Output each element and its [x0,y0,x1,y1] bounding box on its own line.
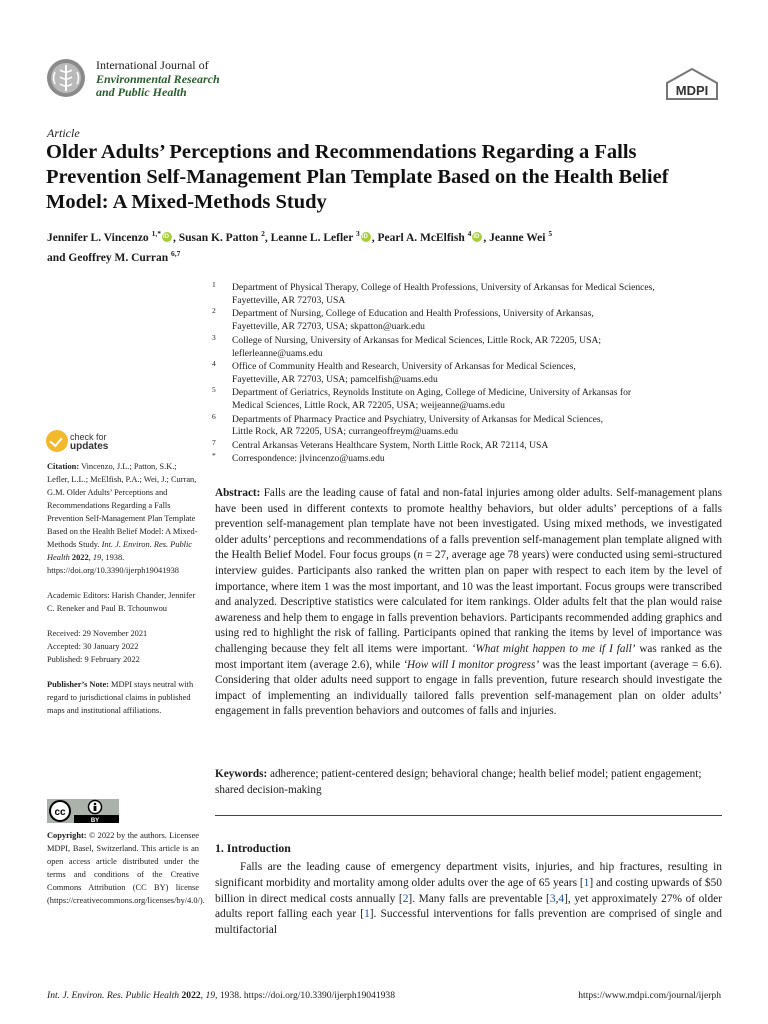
check-updates-line2: updates [70,441,109,452]
affiliation-line: Departments of Pharmacy Practice and Psychiatry, University of Arkansas for Medical Sciences, [232,413,604,425]
reference-link[interactable]: 2 [402,892,409,905]
reference-link[interactable]: 1 [364,908,370,921]
footer-volume: 19 [205,990,216,1001]
affiliation-number: 1 [212,280,216,289]
copyright-text: © 2022 by the authors. Licensee MDPI, Basel, Switzerland. This article is an open access article distributed under the terms and conditions of the Creative Commons Attribution (CC BY) license (https://creativecommons.org/licenses/by/4.0/). [47,831,205,905]
footer-citation: Int. J. Environ. Res. Public Health 2022, 19, 1938. https://doi.org/10.3390/ijerph19041938 [47,990,396,1001]
abstract-n-symbol: n [417,549,423,562]
affiliation [212,411,732,440]
mdpi-logo-icon [664,68,720,102]
received-date: Received: 29 November 2021 [47,629,148,638]
author-affiliation-ref: 5 [548,229,553,238]
academic-editors: Academic Editors: Harish Chander, Jennifer C. Reneker and Paul B. Tchounwou [47,591,196,613]
affiliation-correspondence [212,453,732,466]
citation-text: Vincenzo, J.L.; Patton, S.K.; Lefler, L.L.; McElfish, P.A.; Wei, J.; Curran, G.M. Older Adults’ Perceptions and Recommendations Regarding a Falls Prevention Self-Management Plan Template Based on the Health Belief Model: A Mixed-Methods Study. [47,462,198,549]
author-affiliation-ref: 3 [356,229,360,238]
section-heading: 1. Introduction [215,841,291,855]
affiliation-line: Department of Nursing, College of Education and Health Professions, University of Arkansas, [232,308,594,320]
accepted-date: Accepted: 30 January 2022 [47,642,139,651]
svg-text:BY: BY [90,818,100,823]
affiliation-list [212,282,732,467]
intro-text: ]. Successful interventions for falls prevention are comprised of single and multifactorial [215,908,723,937]
copyright-block [47,829,205,907]
author-affiliation-ref: 4 [467,229,472,238]
abstract-quote: ‘What might happen to me if I fall’ [471,642,636,655]
copyright-label: Copyright: [47,831,87,840]
affiliation-line: Department of Physical Therapy, College of Health Professions, University of Arkansas for Medical Sciences, [232,282,655,293]
article-type: Article [47,126,80,140]
citation-journal: Int. J. Environ. Res. Public Health [47,540,193,562]
affiliation [212,358,732,387]
check-updates-line1: check for [70,432,107,442]
abstract-text: = 27, average age 78 years) were conducted using semi-structured interview guides. Participants also ranked the written plan on paper with respect to each item by the level of importance, where item 1 was the most important, and 10 was the least important. Focus groups were transcribed and analyzed. Descriptive statistics were calculated for item rankings. Older adults felt that the plan would raise awareness and help them to engage in falls prevention behaviors. Participants recommended adding graphics and using red to highlight the risk of falling. Participants opined that ranking the items by level of importance was challenging because they felt all items were important. [215,549,722,655]
journal-name-line2: Environmental Research [96,71,220,86]
abstract-quote: ‘How will I monitor progress’ [403,658,540,671]
reference-link[interactable]: 3 [549,892,556,905]
affiliation-number: 4 [212,358,216,368]
author-joiner: and [47,251,66,264]
citation-volume: 19 [92,553,102,562]
citation-doi[interactable]: , 1938. https://doi.org/10.3390/ijerph19041938 [47,553,179,575]
affiliation [212,308,732,334]
affiliation [212,282,732,308]
correspondence-line[interactable]: Correspondence: jlvincenzo@uams.edu [232,453,385,465]
check-updates-icon [46,430,68,452]
intro-paragraph [215,860,722,939]
reference-link[interactable]: 1 [583,876,590,889]
journal-name-line3: and Public Health [96,85,187,99]
orcid-icon[interactable] [472,232,482,242]
affiliation-line: Office of Community Health and Research, University of Arkansas for Medical Sciences, [232,360,576,372]
paper-title: Older Adults’ Perceptions and Recommendations Regarding a Falls Prevention Self-Management Plan Template Based on the Health Belief Model: A Mixed-Methods Study [46,141,669,213]
abstract-text: was the least important (average = 6.6). Considering that older adults need support to engage in falls prevention, future research should investigate the impact of implementing an individually tailored falls prevention self-management plan on older adults’ engagement in falls prevention behaviors and outcomes of falls and injuries. [215,658,722,718]
affiliation-number: 3 [212,332,216,342]
affiliation-line: Central Arkansas Veterans Healthcare System, North Little Rock, AR 72114, USA [232,439,549,451]
published-date: Published: 9 February 2022 [47,655,140,664]
check-for-updates-button[interactable] [46,430,156,456]
author[interactable]: Leanne L. Lefler [270,231,354,244]
orcid-icon[interactable] [162,232,172,242]
affiliation-number: * [212,451,216,461]
author-affiliation-ref: 6,7 [171,248,181,258]
affiliation-number: 6 [212,411,216,421]
keywords-label: Keywords: [215,768,268,780]
affiliation-line: College of Nursing, University of Arkansas for Medical Sciences, Little Rock, AR 72205, USA; [232,334,602,346]
journal-name-line1: International Journal of [96,58,209,72]
intro-text: ]. Many falls are preventable [ [408,892,550,905]
publisher-note [47,678,199,717]
footer-year: 2022 [181,990,201,1001]
intro-text: ], yet approximately 27% of older adults report falling each year [ [215,892,723,921]
affiliation [212,437,732,453]
abstract [215,486,722,720]
affiliation-line: Department of Geriatrics, Reynolds Institute on Aging, College of Medicine, University of Arkansas for [232,387,632,399]
intro-text: Falls are the leading cause of emergency department visits, injuries, and hip fractures, resulting in significant morbidity and mortality among older adults over the age of 65 years [ [215,861,722,889]
author[interactable]: Susan K. Patton [178,231,259,244]
author[interactable]: Jeanne Wei [489,231,546,244]
publisher-note-text: MDPI stays neutral with regard to jurisdictional claims in published maps and institutional affiliations. [47,680,194,715]
affiliation [212,387,732,413]
affiliation-line: Fayetteville, AR 72703, USA; pamcelfish@uams.edu [232,373,438,385]
reference-link[interactable]: 4 [558,892,565,905]
publisher-note-label: Publisher’s Note: [47,680,109,689]
footer-journal: Int. J. Environ. Res. Public Health [47,990,180,1001]
affiliation [212,332,732,361]
affiliation-number: 5 [212,385,216,395]
citation-year: 2022 [71,553,89,562]
keywords [215,767,722,798]
affiliation-line: Medical Sciences, Little Rock, AR 72205, USA; weijeanne@uams.edu [232,400,505,412]
affiliation-line: Fayetteville, AR 72703, USA; skpatton@uark.edu [232,321,425,333]
keywords-text: adherence; patient-centered design; behavioral change; health belief model; patient engagement; shared decision-making [215,768,702,796]
journal-caduceus-icon [46,58,86,98]
author-affiliation-ref: 1,* [151,229,161,238]
footer-journal-url[interactable]: https://www.mdpi.com/journal/ijerph [578,990,721,1001]
affiliation-number: 7 [212,437,216,447]
intro-text: ] and costing upwards of $50 billion in direct medical costs annually [ [215,876,722,905]
mdpi-logo-text: MDPI [675,83,709,98]
abstract-label: Abstract: [215,487,261,499]
author[interactable]: Geoffrey M. Curran [68,251,169,264]
affiliation-line: leflerleanne@uams.edu [232,347,323,359]
abstract-text: Falls are the leading cause of fatal and non-fatal injuries among older adults. Self-management plans have been used in different contexts to promote healthy behaviors, but older adults’ perceptions of a falls prevention self-management plan template have not been investigated. Using mixed methods, we investigated older adults’ perceptions and recommendations of a falls prevention self-management plan template aligned with the Health Belief Model. Four focus groups ( [215,487,722,562]
affiliation-number: 2 [212,306,216,316]
affiliation-line: Little Rock, AR 72205, USA; currangeoffreym@uams.edu [232,426,459,438]
citation-label: Citation: [47,462,80,471]
article-sidebar [47,460,199,729]
cc-by-license-icon[interactable] [47,799,119,823]
dates-block [47,627,199,666]
author-affiliation-ref: 2 [261,229,265,238]
affiliation-line: Fayetteville, AR 72703, USA [232,294,346,306]
orcid-icon[interactable] [361,232,371,242]
intro-text: , [555,892,559,905]
author[interactable]: Pearl A. McElfish [377,231,465,244]
journal-name [96,59,220,100]
abstract-text: was ranked as the most important item (average 2.6), while [215,642,722,671]
footer-doi[interactable]: , 1938. https://doi.org/10.3390/ijerph19041938 [215,990,396,1001]
author-list: Jennifer L. Vincenzo $^{1,*}$iD , Susan K. Patton $^2$, Leanne L. Lefler $^3$iD , Pearl A. McElfish $^4$iD , Jeanne Wei $^5$ and Geoffrey M. Curran $^{6,7}$ [47,226,727,266]
svg-text:cc: cc [54,807,66,818]
author[interactable]: Jennifer L. Vincenzo [47,231,149,244]
section-divider [215,815,722,816]
citation-block: Citation: Vincenzo, J.L.; Patton, S.K.; Lefler, L.L.; McElfish, P.A.; Wei, J.; Curran, G.M. Older Adults’ Perceptions and Recommendations Regarding a Falls Prevention Self-Management Plan Template Based on the Health Belief Model: A Mixed-Methods Study. Int. J. Environ. Res. Public Health 2022, 19, 1938. https://doi.org/10.3390/ijerph19041938 [47,462,198,575]
